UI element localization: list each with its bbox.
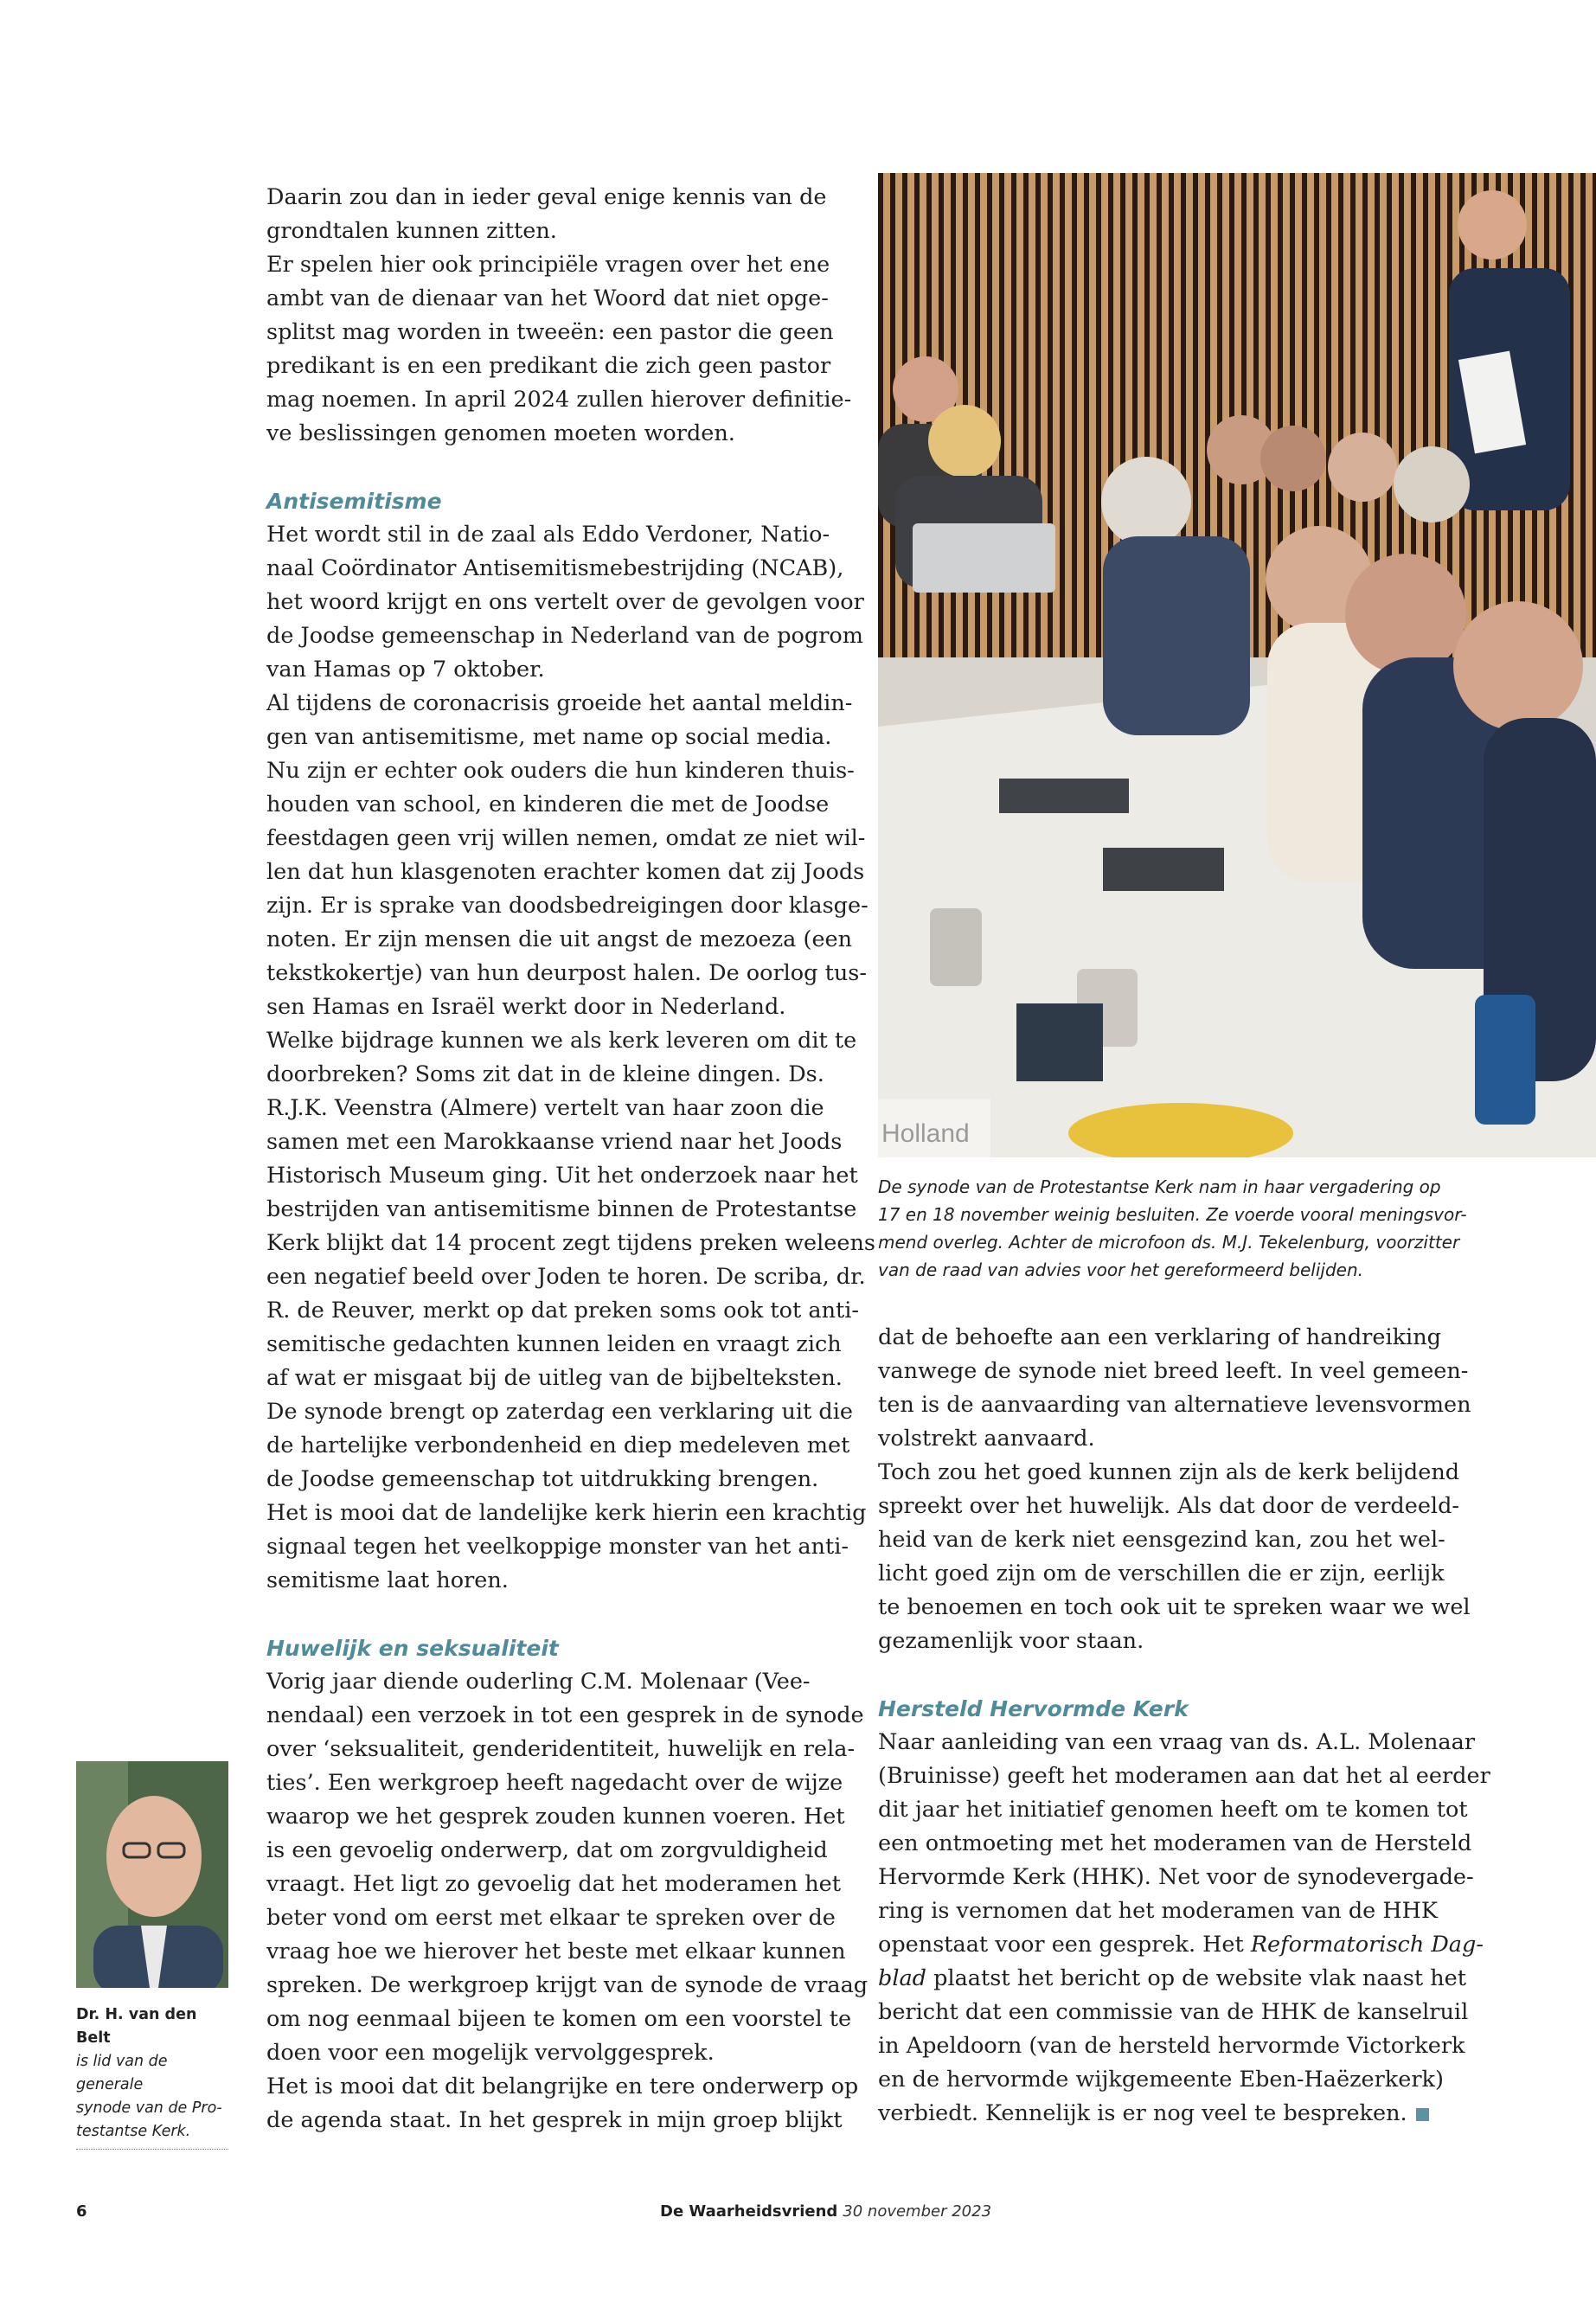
text-line: De synode brengt op zaterdag een verklaring uit die [266, 1399, 853, 1425]
hhk-newspaper-line-2: blad plaatst het bericht op de website vlak naast het [878, 1965, 1466, 1991]
newspaper-name-2: blad [878, 1965, 927, 1991]
synod-photo-illustration [878, 173, 1596, 1157]
text-line: in Apeldoorn (van de hersteld hervormde Victorkerk [878, 2033, 1465, 2059]
text-line: ve beslissingen genomen moeten worden. [266, 420, 735, 446]
text-line: een ontmoeting met het moderamen van de Hersteld [878, 1830, 1472, 1856]
text-line: naal Coördinator Antisemitismebestrijding (NCAB), [266, 555, 844, 581]
text-line: van Hamas op 7 oktober. [266, 657, 545, 683]
text-line: Kerk blijkt dat 14 procent zegt tijdens preken weleens [266, 1230, 875, 1256]
text-line: Het wordt stil in de zaal als Eddo Verdoner, Natio- [266, 522, 830, 548]
text-line: R.J.K. Veenstra (Almere) vertelt van haar zoon die [266, 1095, 824, 1121]
text-line: Daarin zou dan in ieder geval enige kennis van de [266, 184, 827, 210]
text-line: mag noemen. In april 2024 zullen hierover definitie- [266, 387, 852, 413]
text-line: grondtalen kunnen zitten. [266, 218, 557, 244]
hhk-newspaper-line: openstaat voor een gesprek. Het Reformatorisch Dag- [878, 1932, 1484, 1958]
photo-caption [878, 1173, 1466, 1284]
text-line: feestdagen geen vrij willen nemen, omdat ze niet wil- [266, 825, 866, 851]
text-line: zijn. Er is sprake van doodsbedreigingen door klasge- [266, 893, 869, 919]
text-line: Het is mooi dat de landelijke kerk hierin een krachtig [266, 1500, 867, 1526]
heading-antisemitisme: Antisemitisme [266, 489, 442, 514]
text-line: vraagt. Het ligt zo gevoelig dat het moderamen het [266, 1871, 841, 1897]
author-name: Dr. H. van den Belt [76, 2006, 197, 2047]
text-line: vanwege de synode niet breed leeft. In veel gemeen- [878, 1358, 1469, 1384]
author-role-1: is lid van de generale [76, 2053, 168, 2093]
text-line: gezamenlijk voor staan. [878, 1628, 1144, 1654]
author-portrait [76, 1761, 228, 1988]
text-line: len dat hun klasgenoten erachter komen dat zij Joods [266, 859, 865, 885]
huwelijk-continuation [878, 1321, 1471, 1658]
text-line: bericht dat een commissie van de HHK de kanselruil [878, 1999, 1469, 2025]
caption-line: mend overleg. Achter de microfoon ds. M.J. Tekelenburg, voorzitter [878, 1232, 1460, 1253]
end-of-article-mark [1416, 2108, 1429, 2121]
text-line: en de hervormde wijkgemeente Eben-Haëzerkerk) [878, 2067, 1444, 2093]
text-line: is een gevoelig onderwerp, dat om zorgvuldigheid [266, 1837, 828, 1863]
newspaper-name-1: Reformatorisch Dag- [1250, 1932, 1484, 1958]
text-line: Vorig jaar diende ouderling C.M. Molenaar (Vee- [266, 1669, 811, 1695]
text-line: spreekt over het huwelijk. Als dat door de verdeeld- [878, 1493, 1460, 1519]
text-line: licht goed zijn om de verschillen die er zijn, eerlijk [878, 1561, 1445, 1586]
text-line: af wat er misgaat bij de uitleg van de bijbelteksten. [266, 1365, 843, 1391]
text-line: spreken. De werkgroep krijgt van de synode de vraag [266, 1972, 869, 1998]
text-line: volstrekt aanvaard. [878, 1426, 1095, 1452]
author-role-3: testantse Kerk. [76, 2123, 191, 2140]
text-line: heid van de kerk niet eensgezind kan, zou het wel- [878, 1527, 1445, 1553]
hhk-last-line: verbiedt. Kennelijk is er nog veel te bespreken. [878, 2097, 1466, 2131]
text-line: om nog eenmaal bijeen te komen om een voorstel te [266, 2006, 852, 2032]
text-line: Nu zijn er echter ook ouders die hun kinderen thuis- [266, 758, 855, 784]
text-line: dat de behoefte aan een verklaring of handreiking [878, 1324, 1441, 1350]
footer-masthead [660, 2202, 991, 2221]
caption-line: 17 en 18 november weinig besluiten. Ze voerde vooral meningsvor- [878, 1204, 1467, 1225]
text-line: het woord krijgt en ons vertelt over de gevolgen voor [266, 589, 864, 615]
text-line: Het is mooi dat dit belangrijke en tere onderwerp op [266, 2073, 859, 2099]
text-line: over ‘seksualiteit, genderidentiteit, huwelijk en rela- [266, 1736, 856, 1762]
text-line: semitisme laat horen. [266, 1567, 509, 1593]
text-line: waarop we het gesprek zouden kunnen voeren. Het [266, 1804, 845, 1830]
text-line: doorbreken? Soms zit dat in de kleine dingen. Ds. [266, 1061, 824, 1087]
text-line: nendaal) een verzoek in tot een gesprek in de synode [266, 1702, 864, 1728]
text-line: de Joodse gemeenschap in Nederland van de pogrom [266, 623, 863, 649]
text-line: predikant is en een predikant die zich geen pastor [266, 353, 831, 379]
text-line: Toch zou het goed kunnen zijn als de kerk belijdend [878, 1459, 1460, 1485]
text-line: te benoemen en toch ook uit te spreken waar we wel [878, 1594, 1471, 1620]
text-line: R. de Reuver, merkt op dat preken soms ook tot anti- [266, 1298, 860, 1324]
text-line: vraag hoe we hierover het beste met elkaar kunnen [266, 1939, 846, 1965]
huwelijk-body [266, 1665, 869, 2138]
text-line: Welke bijdrage kunnen we als kerk leveren om dit te [266, 1028, 857, 1054]
text-line: Er spelen hier ook principiële vragen over het ene [266, 252, 830, 278]
caption-line: De synode van de Protestantse Kerk nam in haar vergadering op [878, 1176, 1441, 1197]
photo-nameplate: Holland [881, 1119, 970, 1148]
text-line: de agenda staat. In het gesprek in mijn groep blijkt [266, 2107, 843, 2133]
text-line: semitische gedachten kunnen leiden en vraagt zich [266, 1331, 842, 1357]
text-line: de Joodse gemeenschap tot uitdrukking brengen. [266, 1466, 819, 1492]
text-line: de hartelijke verbondenheid en diep medeleven met [266, 1433, 850, 1458]
synod-meeting-photo [878, 173, 1596, 1157]
text-line: ambt van de dienaar van het Woord dat niet opge- [266, 285, 829, 311]
antisemitisme-body [266, 518, 875, 1598]
heading-huwelijk: Huwelijk en seksualiteit [266, 1636, 559, 1661]
text-line: dit jaar het initiatief genomen heeft om te komen tot [878, 1797, 1468, 1823]
text-line: bestrijden van antisemitisme binnen de Protestantse [266, 1196, 857, 1222]
author-caption [76, 2003, 228, 2150]
text-line: beter vond om eerst met elkaar te spreken over de [266, 1905, 836, 1931]
text-line: Historisch Museum ging. Uit het onderzoek naar het [266, 1163, 858, 1189]
issue-date: 30 november 2023 [843, 2202, 992, 2221]
text-line: een negatief beeld over Joden te horen. De scriba, dr. [266, 1264, 866, 1290]
text-line: ring is vernomen dat het moderamen van de HHK [878, 1898, 1438, 1924]
text-line: splitst mag worden in tweeën: een pastor die geen [266, 319, 834, 345]
text-line: signaal tegen het veelkoppige monster van het anti- [266, 1534, 849, 1560]
text-line: (Bruinisse) geeft het moderamen aan dat het al eerder [878, 1763, 1490, 1789]
hhk-body [878, 1726, 1490, 1928]
text-line: doen voor een mogelijk vervolggesprek. [266, 2040, 715, 2066]
text-line: Hervormde Kerk (HHK). Net voor de synodevergade- [878, 1864, 1474, 1890]
author-role-2: synode van de Pro- [76, 2099, 222, 2117]
magazine-name: De Waarheidsvriend [660, 2202, 838, 2221]
left-column [266, 181, 875, 2138]
text-line: sen Hamas en Israël werkt door in Nederland. [266, 994, 786, 1020]
text-line: gen van antisemitisme, met name op social media. [266, 724, 832, 750]
page-number: 6 [76, 2202, 87, 2221]
text-line: Al tijdens de coronacrisis groeide het aantal meldin- [266, 690, 853, 716]
text-line: tekstkokertje) van hun deurpost halen. De oorlog tus- [266, 960, 867, 986]
text-line: houden van school, en kinderen die met de Joodse [266, 792, 830, 817]
caption-line: van de raad van advies voor het gereformeerd belijden. [878, 1259, 1363, 1280]
heading-hhk: Hersteld Hervormde Kerk [878, 1696, 1189, 1721]
hhk-body-end [878, 1996, 1469, 2097]
text-line: samen met een Marokkaanse vriend naar het Joods [266, 1129, 843, 1155]
text-line: ties’. Een werkgroep heeft nagedacht over de wijze [266, 1770, 843, 1796]
text-line: noten. Er zijn mensen die uit angst de mezoeza (een [266, 926, 853, 952]
intro-paragraph [266, 181, 852, 451]
text-line: ten is de aanvaarding van alternatieve levensvormen [878, 1392, 1471, 1418]
right-column [878, 1321, 1490, 2131]
text-line: Naar aanleiding van een vraag van ds. A.L. Molenaar [878, 1729, 1476, 1755]
author-portrait-illustration [76, 1761, 228, 1988]
